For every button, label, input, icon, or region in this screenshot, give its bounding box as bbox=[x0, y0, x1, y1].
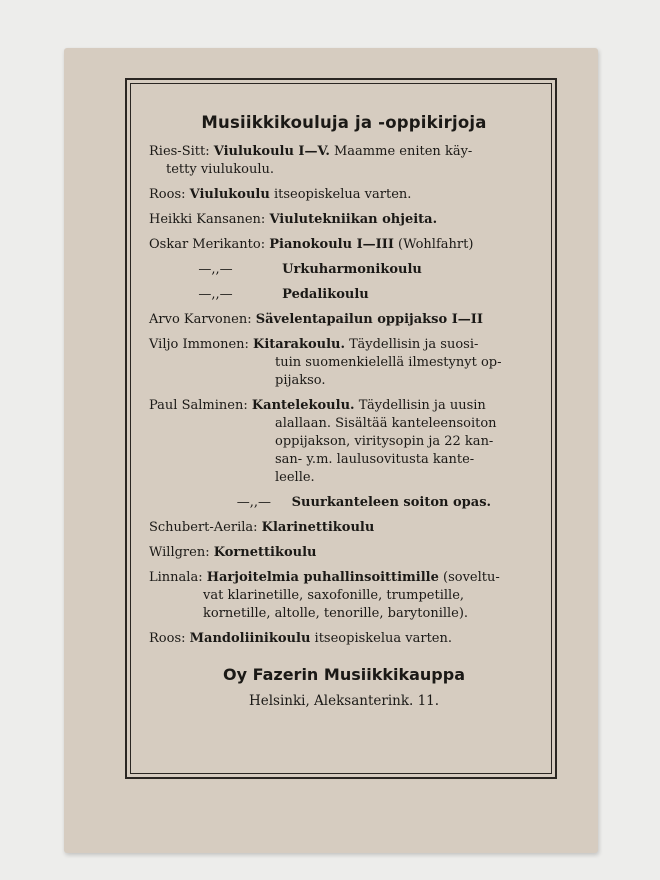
catalog-content bbox=[149, 114, 539, 710]
list-item bbox=[149, 143, 539, 179]
entry-author: Oskar Merikanto: bbox=[149, 237, 266, 252]
entry-note: Maamme eniten käy- bbox=[334, 144, 473, 159]
entry-title: Mandoliinikoulu bbox=[189, 631, 311, 646]
entry-note: oppijakson, viritysopin ja 22 kan- bbox=[275, 434, 494, 449]
entry-title: Viulukoulu I—V. bbox=[213, 144, 330, 159]
list-item bbox=[149, 397, 539, 487]
list-item bbox=[149, 286, 539, 304]
page-title: Musiikkikouluja ja -oppikirjoja bbox=[201, 113, 487, 132]
publisher-name: Oy Fazerin Musiikkikauppa bbox=[223, 665, 465, 684]
entry-author: Ries-Sitt: bbox=[149, 144, 210, 159]
entry-author: Heikki Kansanen: bbox=[149, 212, 266, 227]
book-cover bbox=[64, 48, 598, 853]
entry-author: Schubert-Aerila: bbox=[149, 520, 258, 535]
entry-author: —,,— bbox=[198, 262, 233, 277]
entry-note: tetty viulukoulu. bbox=[166, 162, 274, 177]
entry-author: Linnala: bbox=[149, 570, 203, 585]
entry-author: Roos: bbox=[149, 631, 186, 646]
list-item bbox=[149, 186, 539, 204]
entry-author: —,,— bbox=[198, 287, 233, 302]
entry-title: Kantelekoulu. bbox=[251, 398, 355, 413]
entry-note: Täydellisin ja uusin bbox=[358, 398, 486, 413]
entry-author: Viljo Immonen: bbox=[149, 337, 249, 352]
entry-title: Sävelentapailun oppijakso I—II bbox=[255, 312, 483, 327]
entry-title: Urkuharmonikoulu bbox=[282, 262, 422, 277]
entry-title: Klarinettikoulu bbox=[261, 520, 375, 535]
entry-author: Willgren: bbox=[149, 545, 210, 560]
entry-author: Roos: bbox=[149, 187, 186, 202]
footer bbox=[149, 666, 539, 710]
entry-note: (Wohlfahrt) bbox=[398, 237, 474, 252]
entry-title: Kornettikoulu bbox=[213, 545, 317, 560]
entry-title: Pianokoulu I—III bbox=[269, 237, 394, 252]
entry-note: (soveltu- bbox=[443, 570, 500, 585]
entry-note: itseopiskelua varten. bbox=[314, 631, 452, 646]
entry-title: Pedalikoulu bbox=[282, 287, 369, 302]
list-item bbox=[149, 630, 539, 648]
entry-author: Paul Salminen: bbox=[149, 398, 248, 413]
entry-title: Suurkanteleen soiton opas. bbox=[291, 495, 492, 510]
entry-note: vat klarinetille, saxofonille, trumpetille, bbox=[203, 588, 465, 603]
entry-note: pijakso. bbox=[275, 373, 326, 388]
entry-title: Viulutekniikan ohjeita. bbox=[269, 212, 438, 227]
entry-note: Täydellisin ja suosi- bbox=[349, 337, 479, 352]
entry-note: itseopiskelua varten. bbox=[273, 187, 412, 202]
entry-title: Harjoitelmia puhallinsoittimille bbox=[206, 570, 439, 585]
entry-author: Arvo Karvonen: bbox=[149, 312, 252, 327]
list-item bbox=[149, 569, 539, 623]
list-item bbox=[149, 236, 539, 254]
publisher-address: Helsinki, Aleksanterink. 11. bbox=[248, 693, 440, 709]
entry-title: Viulukoulu bbox=[189, 187, 270, 202]
entry-note: alallaan. Sisältää kanteleensoiton bbox=[275, 416, 497, 431]
list-item bbox=[149, 544, 539, 562]
list-item bbox=[149, 519, 539, 537]
entry-note: kornetille, altolle, tenorille, barytonille). bbox=[203, 606, 469, 621]
list-item bbox=[149, 261, 539, 279]
entry-note: tuin suomenkielellä ilmestynyt op- bbox=[275, 355, 502, 370]
list-item bbox=[149, 494, 539, 512]
entry-author: —,,— bbox=[236, 495, 271, 510]
list-item bbox=[149, 336, 539, 390]
list-item bbox=[149, 211, 539, 229]
border-frame bbox=[125, 78, 557, 779]
entry-title: Kitarakoulu. bbox=[253, 337, 346, 352]
entry-note: leelle. bbox=[275, 470, 315, 485]
entry-note: san- y.m. laulusovitusta kante- bbox=[275, 452, 475, 467]
list-item bbox=[149, 311, 539, 329]
